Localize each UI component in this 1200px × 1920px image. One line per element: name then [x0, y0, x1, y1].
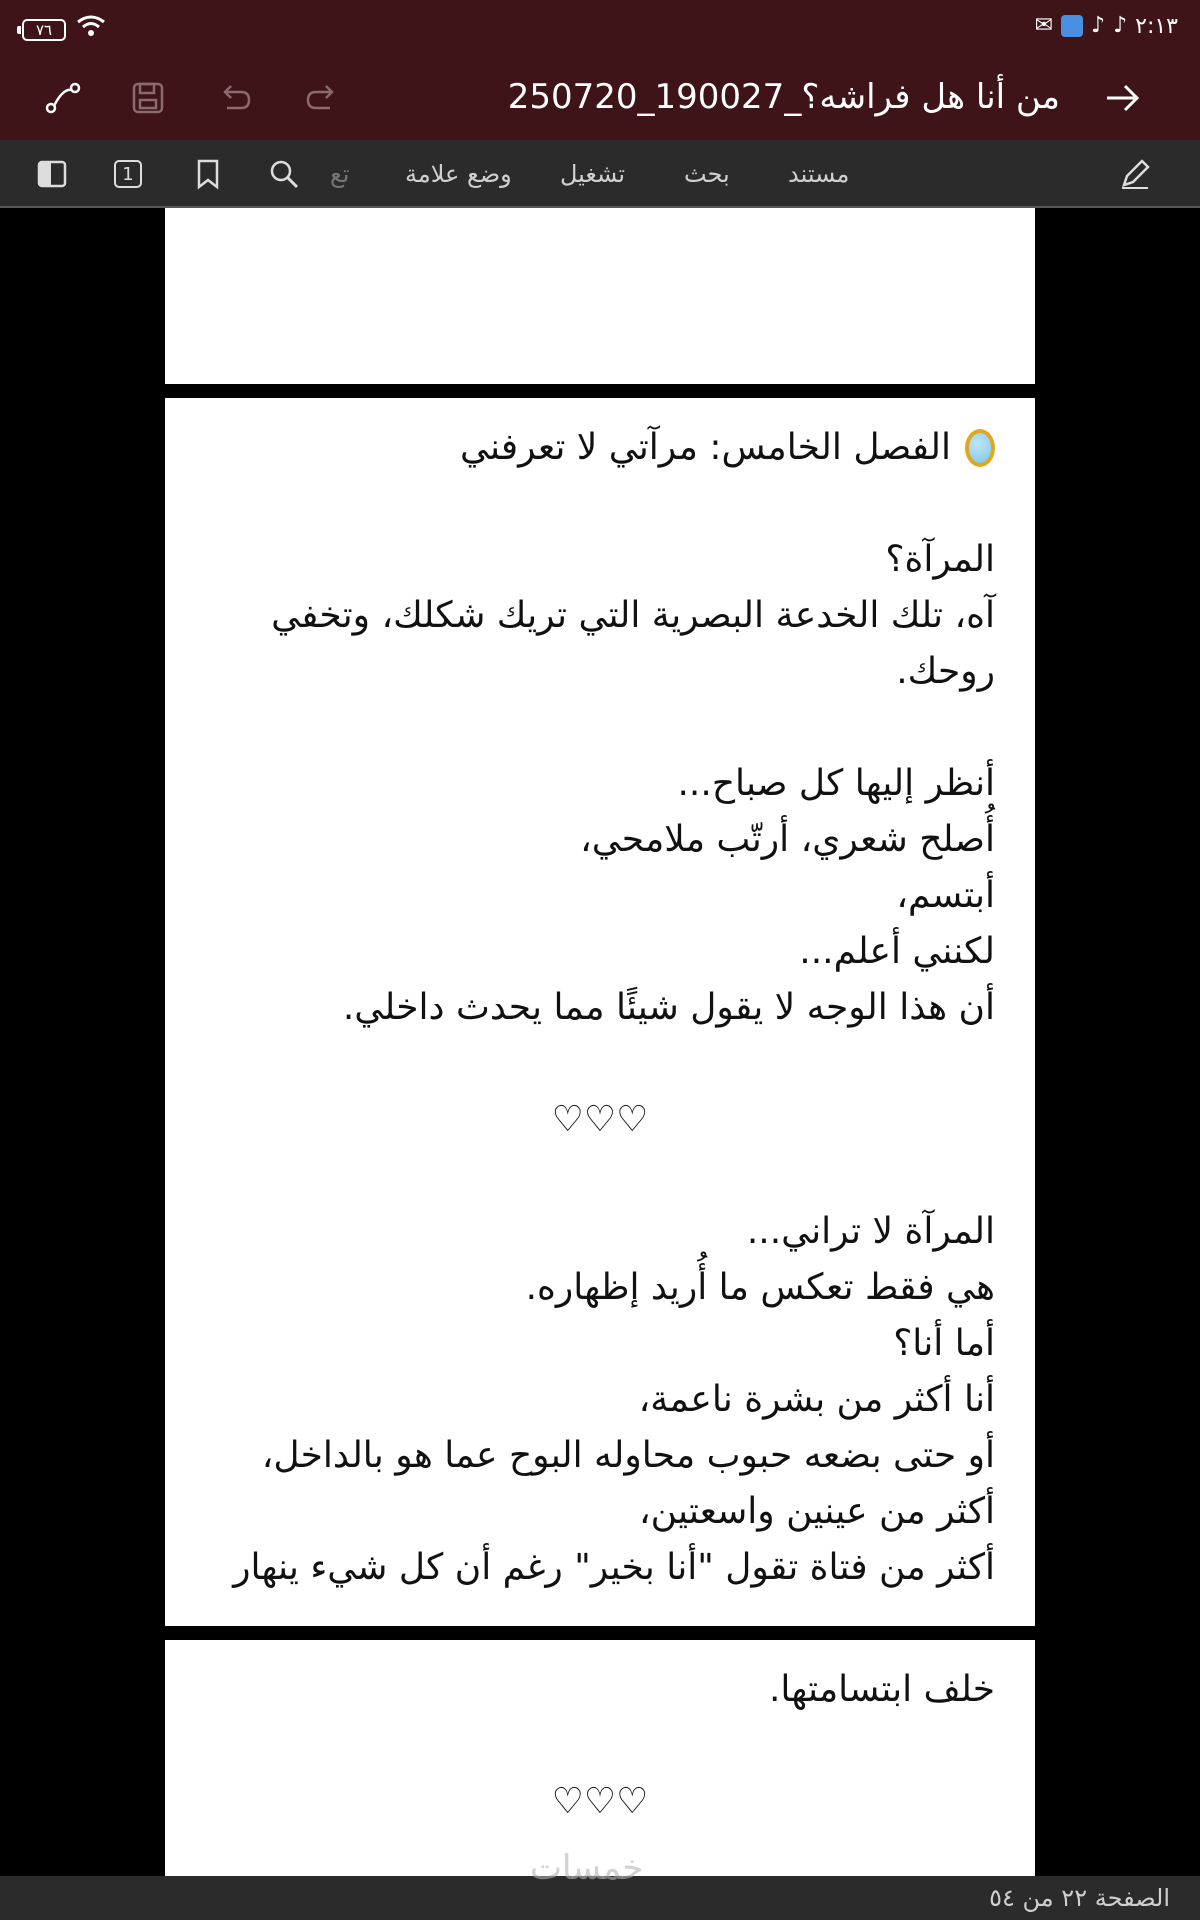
blank-line: [205, 1036, 995, 1092]
pen-edit-icon[interactable]: [1115, 150, 1155, 198]
save-icon[interactable]: [123, 73, 173, 123]
document-title: من أنا هل فراشه؟_190027_250720: [507, 77, 1060, 117]
section-divider: ♡♡♡: [551, 1781, 649, 1822]
text-line: لكنني أعلم...: [799, 931, 995, 972]
document-page-3: [165, 1640, 1035, 1876]
chapter-title: الفصل الخامس: مرآتي لا تعرفني: [460, 427, 951, 468]
blank-line: [205, 1718, 995, 1774]
blank-line: [205, 1148, 995, 1204]
document-page-2: [165, 398, 1035, 1626]
text-line: هي فقط تعكس ما أُريد إظهاره.: [525, 1267, 995, 1308]
text-line: آه، تلك الخدعة البصرية التي تريك شكلك، وتخفي: [271, 595, 995, 636]
mirror-icon: [965, 429, 995, 467]
redo-icon[interactable]: [297, 73, 347, 123]
text-line: أنا أكثر من بشرة ناعمة،: [638, 1379, 995, 1420]
toolbar-faded-item[interactable]: تع: [330, 160, 350, 188]
page-count-button[interactable]: [108, 150, 148, 198]
page-text: [205, 1662, 995, 1830]
app-notification-icon: [1061, 15, 1083, 37]
arrow-forward-icon[interactable]: [1098, 73, 1148, 123]
text-line: المرآة؟: [885, 539, 995, 580]
text-line: أبتسم،: [896, 875, 995, 916]
text-line: أما أنا؟: [893, 1323, 995, 1364]
reader-toolbar: [0, 140, 1200, 208]
sidebar-toggle-icon[interactable]: [32, 150, 72, 198]
text-line: أكثر من فتاة تقول "أنا بخير" رغم أن كل شيء ينهار: [233, 1547, 995, 1588]
document-page-1: [165, 208, 1035, 384]
page-text: [205, 420, 995, 1596]
tab-play[interactable]: تشغيل: [560, 160, 626, 188]
status-bar: [0, 0, 1200, 55]
tiktok-icon: ♪: [1091, 13, 1106, 38]
undo-icon[interactable]: [210, 73, 260, 123]
text-line: روحك.: [896, 651, 995, 692]
text-line: أن هذا الوجه لا يقول شيئًا مما يحدث داخلي.: [342, 987, 995, 1028]
text-line: المرآة لا تراني...: [746, 1211, 995, 1252]
blank-line: [205, 700, 995, 756]
search-icon[interactable]: [264, 150, 304, 198]
section-divider: ♡♡♡: [551, 1099, 649, 1140]
tab-search[interactable]: بحث: [684, 160, 730, 188]
page-count-badge: 1: [122, 163, 134, 185]
watermark-logo: خمسات: [530, 1848, 644, 1888]
tab-bookmark[interactable]: وضع علامة: [405, 160, 512, 188]
wifi-icon: [76, 14, 106, 46]
text-line: أو حتى بضعه حبوب محاوله البوح عما هو بالداخل،: [261, 1435, 995, 1476]
text-line: أنظر إليها كل صباح...: [677, 763, 995, 804]
title-bar: [0, 55, 1200, 140]
bookmark-icon[interactable]: [188, 150, 228, 198]
chapter-heading: [205, 420, 995, 476]
battery-indicator: ٧٦: [22, 19, 66, 41]
text-line: أكثر من عينين واسعتين،: [638, 1491, 995, 1532]
tiktok-icon-2: ♪: [1113, 13, 1128, 38]
page-number-indicator: الصفحة ٢٢ من ٥٤: [989, 1884, 1170, 1912]
tab-document[interactable]: مستند: [788, 160, 850, 188]
text-line: أُصلح شعري، أرتّب ملامحي،: [580, 819, 995, 860]
blank-line: [205, 476, 995, 532]
draw-path-icon[interactable]: [38, 73, 88, 123]
clock: ٢:١٣: [1135, 13, 1178, 39]
gmail-icon: ✉: [1034, 13, 1054, 38]
text-line: خلف ابتسامتها.: [768, 1669, 995, 1710]
